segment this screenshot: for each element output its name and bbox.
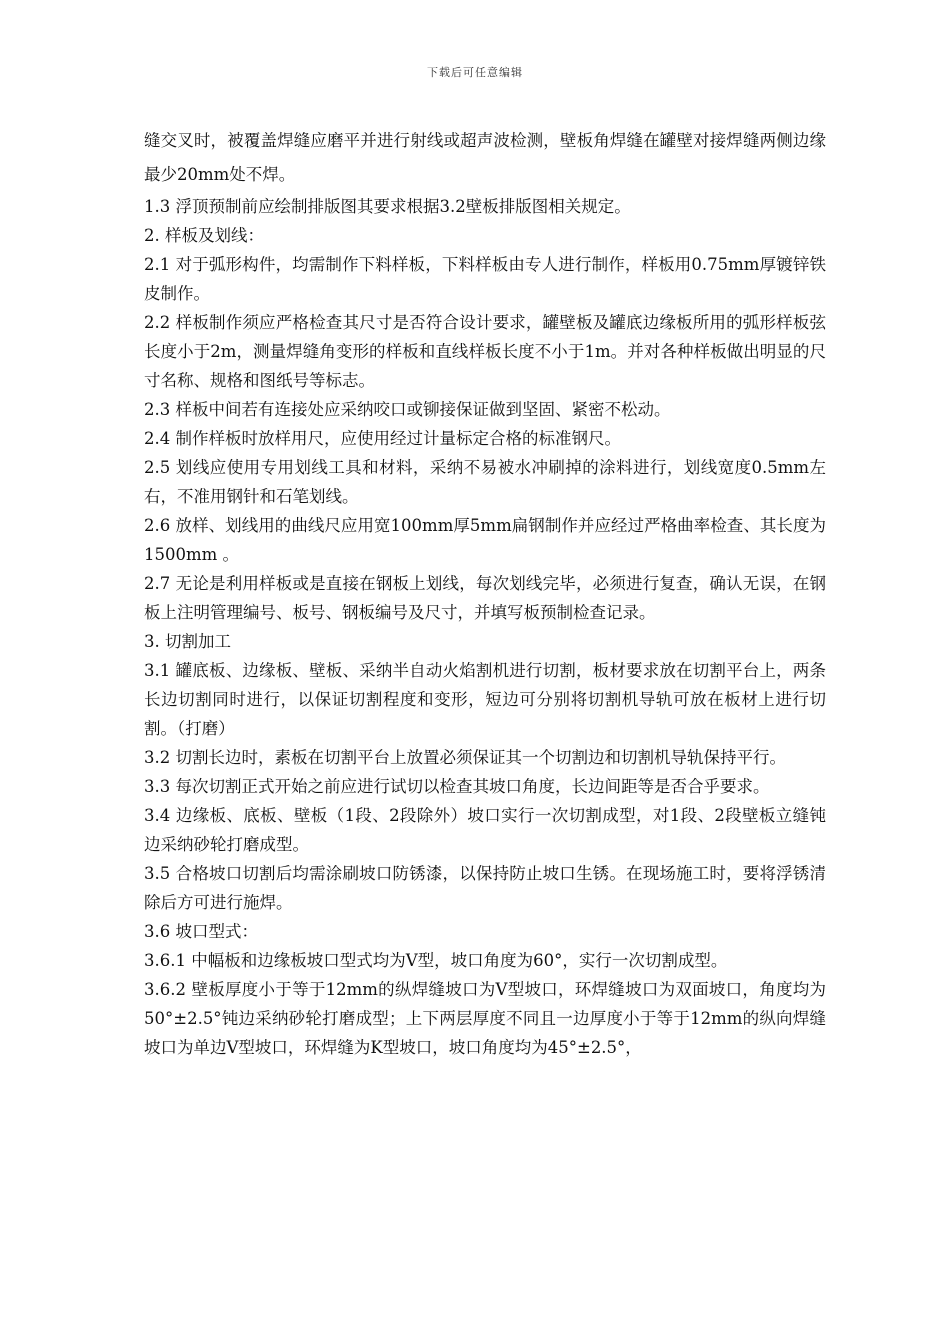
paragraph: 3.3 每次切割正式开始之前应进行试切以检查其坡口角度，长边间距等是否合乎要求。 <box>144 777 770 796</box>
paragraph: 2.2 样板制作须应严格检查其尺寸是否符合设计要求，罐壁板及罐底边缘板所用的弧形样板弦长度小于2m，测量焊缝角变形的样板和直线样板长度不小于1m。并对各种样板做出明显的尺寸名称、规格和图纸号等标志。 <box>144 313 826 390</box>
section-heading: 3. 切割加工 <box>144 632 231 651</box>
document-body <box>144 124 826 1062</box>
paragraph: 缝交叉时，被覆盖焊缝应磨平并进行射线或超声波检测，壁板角焊缝在罐壁对接焊缝两侧边缘最少20mm处不焊。 <box>144 131 826 184</box>
paragraph: 2.3 样板中间若有连接处应采纳咬口或铆接保证做到坚固、紧密不松动。 <box>144 400 671 419</box>
section-heading: 3.6 坡口型式： <box>144 922 258 941</box>
paragraph: 2.1 对于弧形构件，均需制作下料样板，下料样板由专人进行制作，样板用0.75mm厚镀锌铁皮制作。 <box>144 255 826 303</box>
page-header-note: 下载后可任意编辑 <box>427 66 523 79</box>
paragraph: 3.2 切割长边时，素板在切割平台上放置必须保证其一个切割边和切割机导轨保持平行。 <box>144 748 786 767</box>
paragraph: 1.3 浮顶预制前应绘制排版图其要求根据3.2壁板排版图相关规定。 <box>144 197 631 216</box>
paragraph: 2.4 制作样板时放样用尺，应使用经过计量标定合格的标准钢尺。 <box>144 429 621 448</box>
paragraph: 3.5 合格坡口切割后均需涂刷坡口防锈漆，以保持防止坡口生锈。在现场施工时，要将浮锈清除后方可进行施焊。 <box>144 864 826 912</box>
paragraph: 2.7 无论是利用样板或是直接在钢板上划线，每次划线完毕，必须进行复查，确认无误，在钢板上注明管理编号、板号、钢板编号及尺寸，并填写板预制检查记录。 <box>144 574 826 622</box>
paragraph: 2.6 放样、划线用的曲线尺应用宽100mm厚5mm扁钢制作并应经过严格曲率检查、其长度为 1500mm 。 <box>144 516 826 564</box>
paragraph: 3.6.1 中幅板和边缘板坡口型式均为V型，坡口角度为60°，实行一次切割成型。 <box>144 951 728 970</box>
paragraph: 3.6.2 壁板厚度小于等于12mm的纵焊缝坡口为V型坡口，环焊缝坡口为双面坡口，角度均为50°±2.5°钝边采纳砂轮打磨成型；上下两层厚度不同且一边厚度小于等于12mm的纵向焊缝坡口为单边V型坡口，环焊缝为K型坡口，坡口角度均为45°±2.5°， <box>144 980 826 1057</box>
section-heading: 2. 样板及划线： <box>144 226 264 245</box>
paragraph: 2.5 划线应使用专用划线工具和材料，采纳不易被水冲刷掉的涂料进行，划线宽度0.5mm左右，不准用钢针和石笔划线。 <box>144 458 826 506</box>
paragraph: 3.1 罐底板、边缘板、壁板、采纳半自动火焰割机进行切割，板材要求放在切割平台上，两条长边切割同时进行，以保证切割程度和变形，短边可分别将切割机导轨可放在板材上进行切割。（打磨） <box>144 661 826 738</box>
paragraph: 3.4 边缘板、底板、壁板（1段、2段除外）坡口实行一次切割成型，对1段、2段壁板立缝钝边采纳砂轮打磨成型。 <box>144 806 826 854</box>
